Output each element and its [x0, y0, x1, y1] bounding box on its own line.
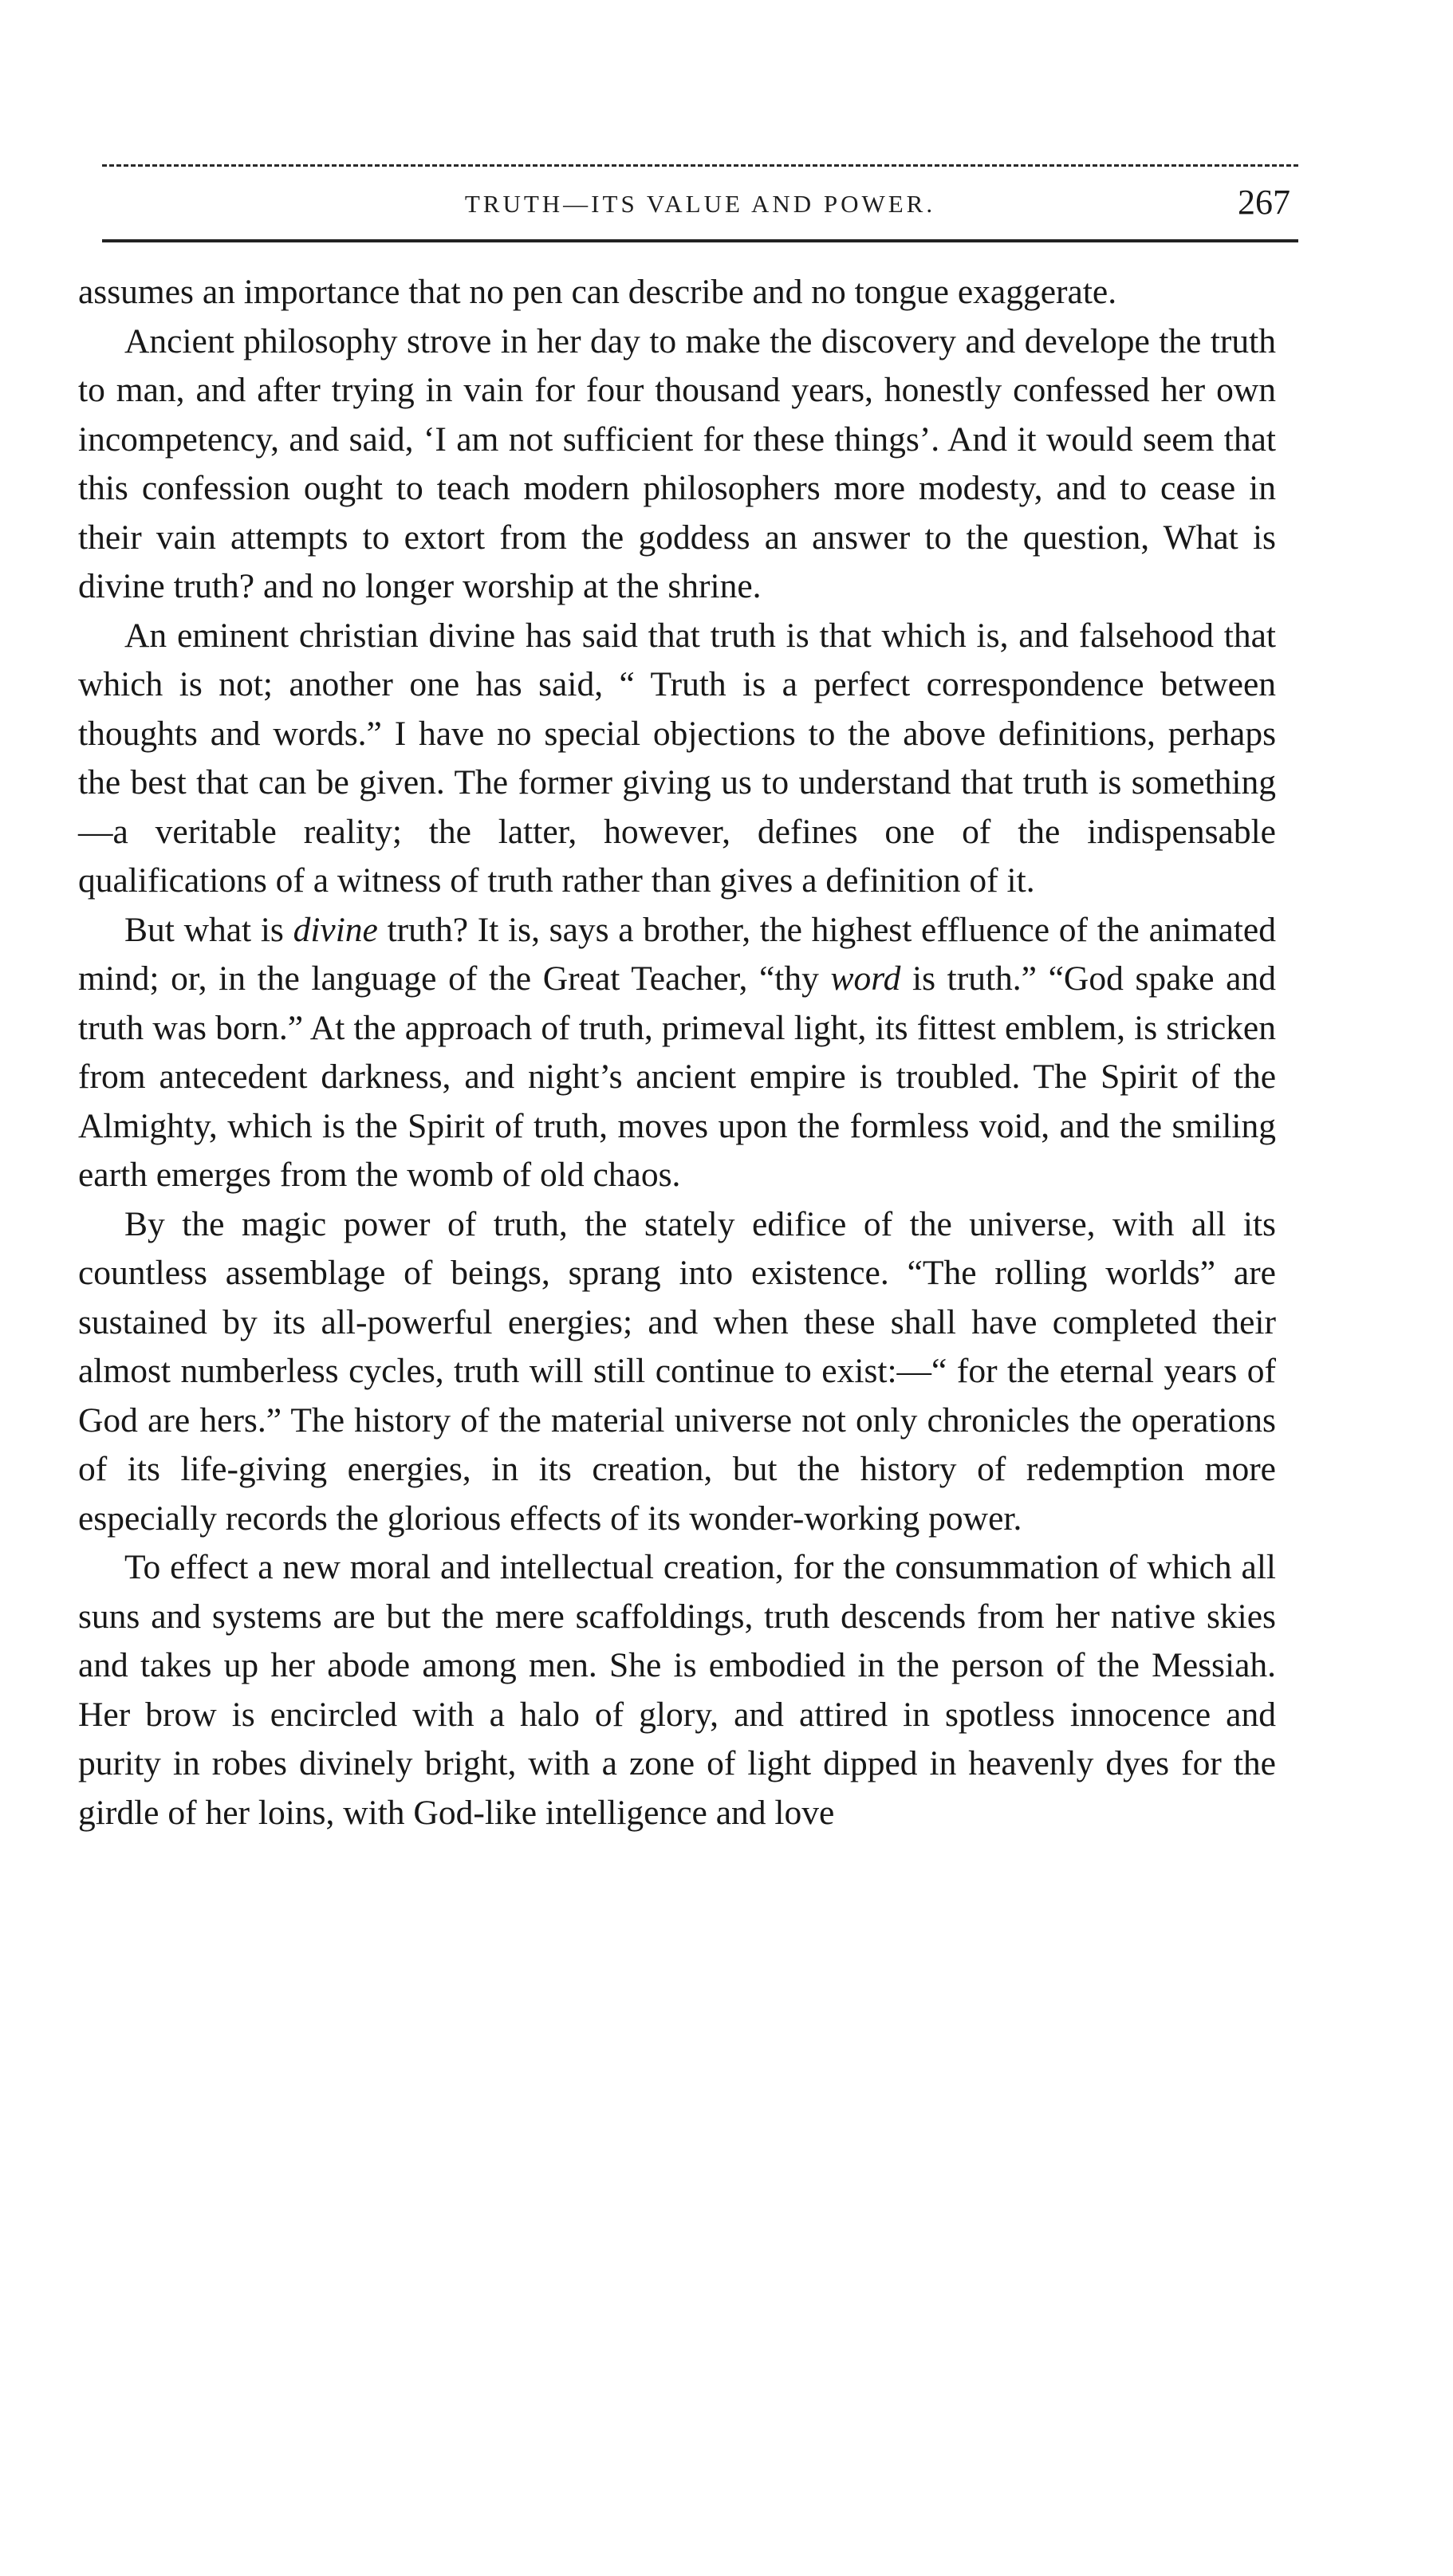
- emphasis-divine: divine: [293, 910, 378, 949]
- paragraph-new-creation: To effect a new moral and intellectual creation, for the consummation of which all suns and systems are but the mere scaffoldings, truth descends from her native skies and takes up her abode among men. She is embodied in the person of the Messiah. Her brow is encircled with a halo of glory, and attired in spotless innocence and purity in robes divinely bright, with a zone of light dipped in heavenly dyes for the girdle of her loins, with God-like intelligence and love: [78, 1548, 1276, 1832]
- top-dashed-rule: [102, 164, 1298, 167]
- paragraph-eminent-divine: An eminent christian divine has said that truth is that which is, and falsehood that which is not; another one has said, “ Truth is a perfect correspondence between thoughts and words.” I have no special objections to the above definitions, perhaps the best that can be given. The former giving us to understand that truth is something—a veritable reality; the latter, however, defines one of the indispensable qualifications of a witness of truth rather than gives a definition of it.: [78, 616, 1276, 900]
- paragraph-magic-power: By the magic power of truth, the stately edifice of the universe, with all its countless assemblage of beings, sprang into existence. “The rolling worlds” are sustained by its all-powerful energies; and when these shall have completed their almost numberless cycles, truth will still continue to exist:—“ for the eternal years of God are hers.” The history of the material universe not only chronicles the operations of its life-giving energies, in its creation, but the history of redemption more especially records the glorious effects of its wonder-working power.: [78, 1204, 1276, 1538]
- paragraph-continuation: assumes an importance that no pen can describe and no tongue exaggerate.: [78, 273, 1117, 311]
- running-title: TRUTH—ITS VALUE AND POWER.: [464, 190, 936, 218]
- paragraph-divine-truth-start: But what is: [124, 910, 293, 949]
- paragraph-ancient-philosophy: Ancient philosophy strove in her day to make the discovery and develope the truth to man, and after trying in vain for four thousand years, honestly confessed her own incompetency, and said, ‘I am not sufficient for these things’. And it would seem that this confession ought to teach modern philosophers more modesty, and to cease in their vain attempts to extort from the goddess an answer to the question, What is divine truth? and no longer worship at the shrine.: [78, 321, 1276, 605]
- page-number: 267: [1238, 183, 1290, 222]
- paragraph-divine-truth-end: is truth.” “God spake and truth was born.” At the approach of truth, primeval light, its fittest emblem, is stricken from antecedent darkness, and night’s ancient empire is troubled. The Spirit of the Almighty, which is the Spirit of truth, moves upon the formless void, and the smiling earth emerges from the womb of old chaos.: [78, 959, 1276, 1194]
- paragraph-divine-truth-middle: truth? It is, says a brother, the highest effluence of the animated mind; or, in the language of the Great Teacher, “thy: [78, 910, 1276, 998]
- header-rule: [102, 239, 1298, 242]
- running-head: [102, 185, 1298, 233]
- emphasis-word: word: [830, 959, 901, 998]
- paragraph-divine-truth: [78, 906, 1276, 1200]
- body-text: [78, 268, 1276, 1837]
